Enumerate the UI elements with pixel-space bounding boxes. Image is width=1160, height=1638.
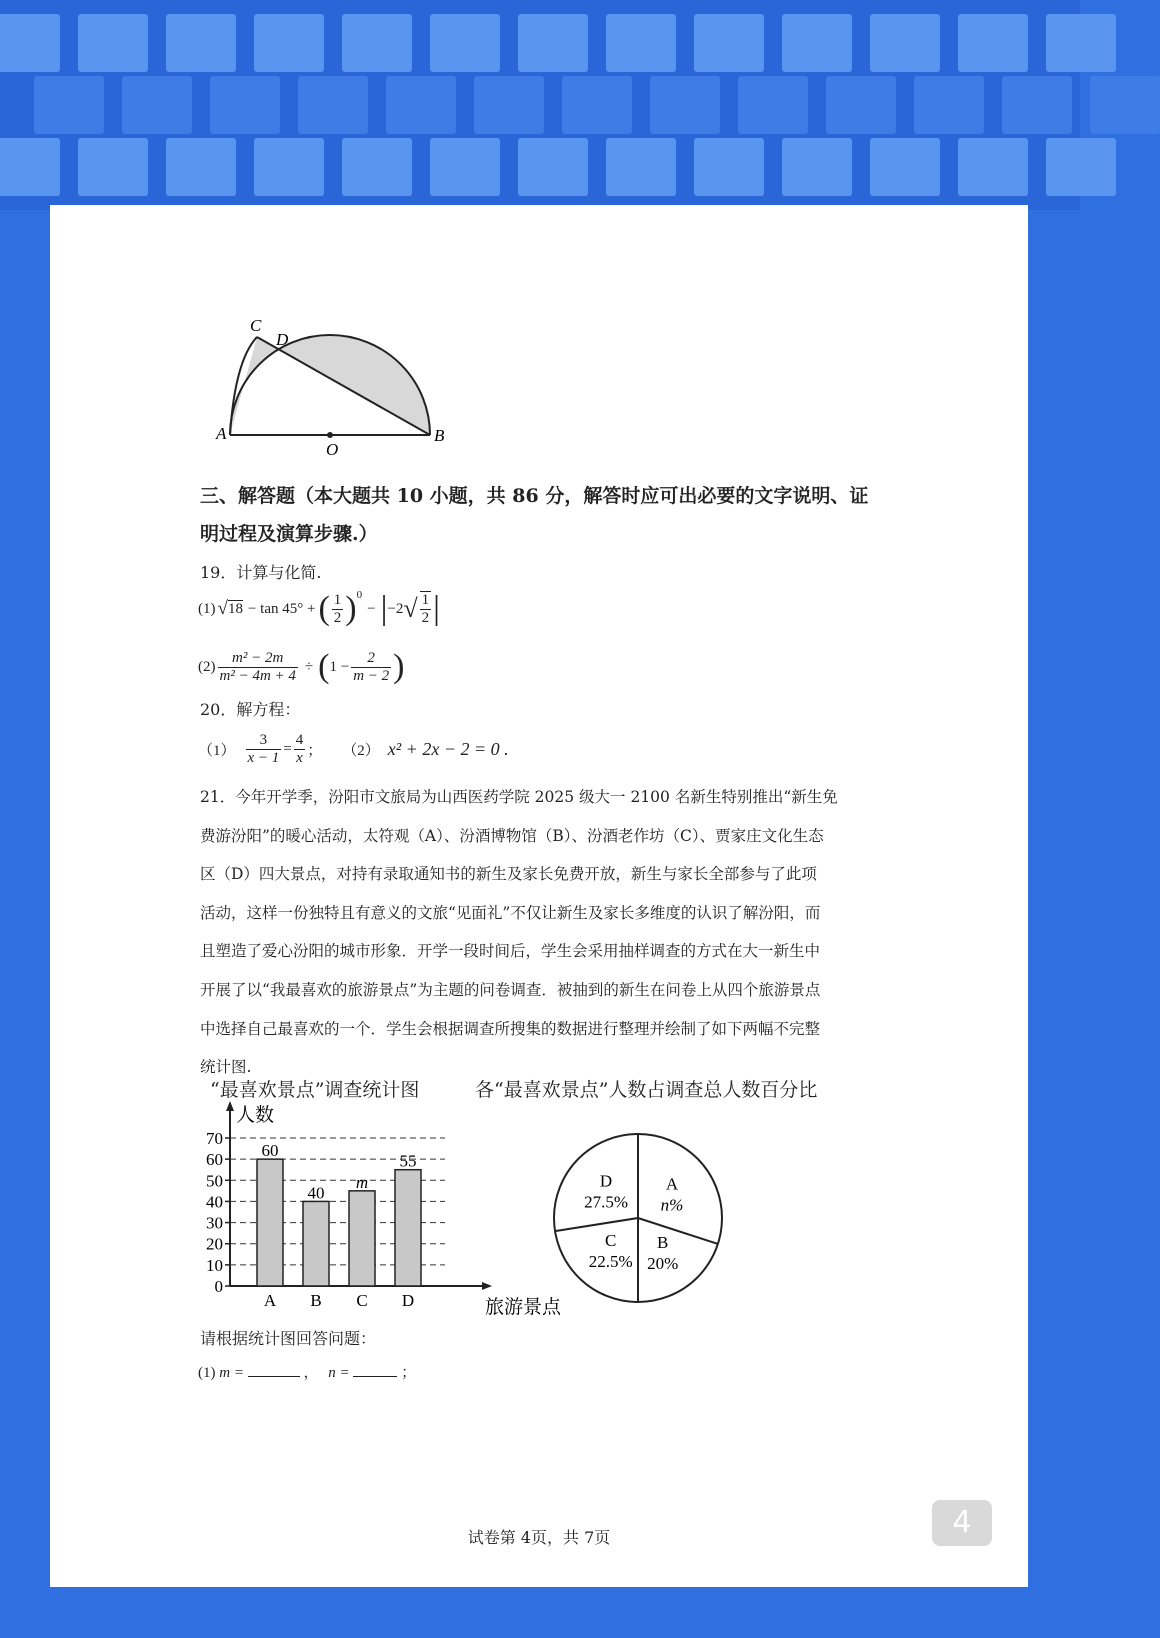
y-tick-label: 10 xyxy=(206,1255,223,1275)
x-axis-label: 旅游景点 xyxy=(485,1297,562,1318)
background-pattern xyxy=(0,0,1080,210)
abs-bar-icon: | xyxy=(380,590,388,627)
background-tile xyxy=(606,14,676,72)
q19-p1-frac-den: 2 xyxy=(333,609,342,626)
q19-p2-fraction xyxy=(218,650,298,685)
q20-p1-label: （1） xyxy=(198,742,236,759)
background-tile xyxy=(166,138,236,196)
label-A: A xyxy=(216,424,227,443)
q21-sub1-label: (1) xyxy=(198,1365,216,1381)
x-tick-label: B xyxy=(310,1291,322,1310)
background-tile xyxy=(474,76,544,134)
background-tile xyxy=(694,138,764,196)
x-tick-label: C xyxy=(356,1291,368,1310)
q21-sub1-comma: ， xyxy=(303,1365,319,1381)
bar-A xyxy=(257,1159,283,1286)
background-tile xyxy=(1090,76,1160,134)
y-tick-label: 20 xyxy=(206,1234,223,1254)
sqrt-icon: √ xyxy=(403,594,418,623)
shaded-region xyxy=(230,335,430,435)
background-tile xyxy=(386,76,456,134)
q21-line: 活动，这样一份独特且有意义的文旅“见面礼”不仅让新生及家长多维度的认识了解汾阳，而 xyxy=(200,903,821,922)
x-tick-label: D xyxy=(401,1291,415,1310)
pie-slice-A-name: A xyxy=(665,1174,679,1194)
y-tick-label: 0 xyxy=(214,1277,223,1296)
background-tile xyxy=(122,76,192,134)
pie-slice-B-name: B xyxy=(657,1232,669,1252)
pie-slice-D-name: D xyxy=(599,1171,613,1191)
background-tile xyxy=(78,14,148,72)
q19-p1-label: (1) xyxy=(198,600,216,617)
q21-paragraph xyxy=(200,778,890,1087)
paren-open: ( xyxy=(318,648,330,685)
q20-p2-label: （2） xyxy=(342,742,380,759)
bar-value-label: 60 xyxy=(261,1141,279,1161)
y-axis-arrow-icon xyxy=(226,1101,234,1111)
background-tile xyxy=(694,14,764,72)
background-tile xyxy=(914,76,984,134)
background-tile xyxy=(1002,76,1072,134)
pie-slice-C-value: 22.5% xyxy=(588,1251,633,1271)
q19-p2-inner-den: m − 2 xyxy=(353,667,390,684)
background-tile xyxy=(562,76,632,134)
abs-bar-icon: | xyxy=(433,590,440,627)
q19-p1-tan: − tan 45° + xyxy=(247,600,316,617)
q19-p1-sqrt-den: 2 xyxy=(421,610,430,626)
q19-p1-sqrt-frac xyxy=(420,591,432,627)
section-title-line2: 明过程及演算步骤.） xyxy=(200,523,378,545)
pie-slice-D-value: 27.5% xyxy=(584,1192,629,1212)
background-tile xyxy=(870,138,940,196)
q21-line: 中选择自己最喜欢的一个．学生会根据调查所搜集的数据进行整理并绘制了如下两幅不完整 xyxy=(200,1019,821,1038)
answer-blank-n[interactable] xyxy=(353,1364,397,1377)
q20-p1-rn: 4 xyxy=(295,731,304,748)
q20-p1-right-frac xyxy=(294,732,306,767)
q20-heading: 20．解方程： xyxy=(200,700,301,719)
page-footer: 试卷第 4页，共 7页 xyxy=(467,1528,611,1547)
pie-slice-B-value: 20% xyxy=(647,1253,679,1273)
bar-chart xyxy=(180,1095,562,1325)
q19-p2-num: m² − 2m xyxy=(218,650,298,668)
section-title xyxy=(200,477,900,553)
q20-p1-rd: x xyxy=(296,749,303,766)
bar-value-label: m xyxy=(355,1172,369,1192)
background-tile xyxy=(166,14,236,72)
background-tile xyxy=(738,76,808,134)
q19-p2-one: 1 − xyxy=(329,658,350,675)
bar-value-label: 40 xyxy=(307,1183,325,1203)
q21-line: 区（D）四大景点，对持有录取通知书的新生及家长免费开放，新生与家长全部参与了此项 xyxy=(200,865,817,884)
background-tile xyxy=(430,14,500,72)
q21-sub1-end: ； xyxy=(401,1365,417,1381)
q21-line: 21．今年开学季，汾阳市文旅局为山西医药学院 2025 级大一 2100 名新生特别推出“新生免 xyxy=(200,788,838,806)
background-tile xyxy=(342,138,412,196)
paren-close: ) xyxy=(345,590,357,627)
paren-open: ( xyxy=(318,590,330,627)
background-tile xyxy=(1046,14,1116,72)
label-B: B xyxy=(434,426,445,445)
q19-p2-div: ÷ xyxy=(304,658,314,675)
q20-p1-ln: 3 xyxy=(246,732,282,750)
y-tick-label: 70 xyxy=(206,1129,223,1148)
background-tile xyxy=(1046,138,1116,196)
background-tile xyxy=(342,14,412,72)
q21-sub1-n: n = xyxy=(328,1365,350,1381)
q21-line: 统计图. xyxy=(200,1058,252,1077)
q19-p2-label: (2) xyxy=(198,658,216,675)
q21-line: 且塑造了爱心汾阳的城市形象．开学一段时间后，学生会采用抽样调查的方式在大一新生中 xyxy=(200,942,821,961)
q21-line: 费游汾阳”的暖心活动，太符观（A）、汾酒博物馆（B）、汾酒老作坊（C）、贾家庄文化生态 xyxy=(200,826,824,845)
q20-p2-expr: x² + 2x − 2 = 0 . xyxy=(387,738,509,759)
q20-p1-ld: x − 1 xyxy=(247,749,280,766)
q19-p2-inner-frac xyxy=(351,650,391,685)
q19-part2 xyxy=(198,643,404,691)
y-tick-label: 40 xyxy=(206,1192,223,1212)
y-tick-label: 60 xyxy=(206,1150,223,1170)
q19-heading: 19．计算与化简. xyxy=(200,563,322,582)
background-tile xyxy=(210,76,280,134)
bar-D xyxy=(395,1170,421,1286)
background-tile xyxy=(518,138,588,196)
background-tile xyxy=(650,76,720,134)
background-tile xyxy=(430,138,500,196)
q21-prompt: 请根据统计图回答问题： xyxy=(200,1329,377,1348)
q20-p1-sep: ； xyxy=(307,742,323,759)
x-axis-arrow-icon xyxy=(482,1282,492,1290)
background-tile xyxy=(298,76,368,134)
sqrt-icon: √ xyxy=(217,598,228,619)
y-tick-label: 50 xyxy=(206,1171,223,1191)
pie-slice-C-name: C xyxy=(605,1230,617,1250)
q19-p1-radicand: 18 xyxy=(227,601,243,617)
background-tile xyxy=(0,138,60,196)
q19-p1-neg2: −2 xyxy=(387,600,404,617)
background-tile xyxy=(518,14,588,72)
q19-p1-frac-num: 1 xyxy=(333,591,342,608)
background-tile xyxy=(254,14,324,72)
background-tile xyxy=(958,138,1028,196)
center-point-O xyxy=(327,432,333,438)
q19-p1-sqrt-num: 1 xyxy=(421,592,430,608)
background-tile xyxy=(870,14,940,72)
exam-page xyxy=(50,205,1028,1587)
q20-p1-eq: = xyxy=(283,740,292,757)
q20-p1-left-frac xyxy=(246,732,282,767)
q21-sub1-m: m = xyxy=(219,1365,244,1381)
bar-C xyxy=(349,1191,375,1286)
label-D: D xyxy=(276,330,289,349)
q19-part1 xyxy=(198,585,440,633)
q20-equations xyxy=(198,725,509,773)
q19-p1-fraction xyxy=(332,592,344,627)
background-tile xyxy=(254,138,324,196)
label-C: C xyxy=(250,316,262,335)
y-tick-label: 30 xyxy=(206,1213,223,1233)
background-tile xyxy=(0,14,60,72)
background-tile xyxy=(782,138,852,196)
bar-value-label: 55 xyxy=(399,1151,417,1171)
y-axis-label: 人数 xyxy=(236,1105,275,1126)
pie-chart-title: 各“最喜欢景点”人数占调查总人数百分比 xyxy=(475,1079,818,1101)
x-tick-label: A xyxy=(263,1291,277,1310)
bar-B xyxy=(303,1201,329,1286)
background-tile xyxy=(826,76,896,134)
bar-chart-title: “最喜欢景点”调查统计图 xyxy=(210,1079,420,1101)
section-title-line1: 三、解答题（本大题共 10 小题，共 86 分，解答时应可出必要的文字说明、证 xyxy=(200,485,869,507)
label-O: O xyxy=(326,440,339,459)
background-tile xyxy=(958,14,1028,72)
background-tile xyxy=(606,138,676,196)
q21-line: 开展了以“我最喜欢的旅游景点”为主题的问卷调查．被抽到的新生在问卷上从四个旅游景点 xyxy=(200,980,821,999)
answer-blank-m[interactable] xyxy=(248,1364,300,1377)
q21-sub1 xyxy=(198,1361,416,1382)
q19-p2-den: m² − 4m + 4 xyxy=(219,667,296,684)
background-tile xyxy=(782,14,852,72)
q19-p1-minus: − xyxy=(367,600,376,617)
pie-chart xyxy=(550,1130,730,1310)
paren-close: ) xyxy=(393,648,405,685)
semicircle-figure xyxy=(190,315,490,465)
q19-p1-exponent: 0 xyxy=(356,589,363,601)
background-tile xyxy=(78,138,148,196)
pie-slice-A-value: n% xyxy=(660,1195,684,1215)
q19-p2-inner-num: 2 xyxy=(351,650,391,668)
page-number-badge: 4 xyxy=(932,1500,992,1546)
background-tile xyxy=(34,76,104,134)
